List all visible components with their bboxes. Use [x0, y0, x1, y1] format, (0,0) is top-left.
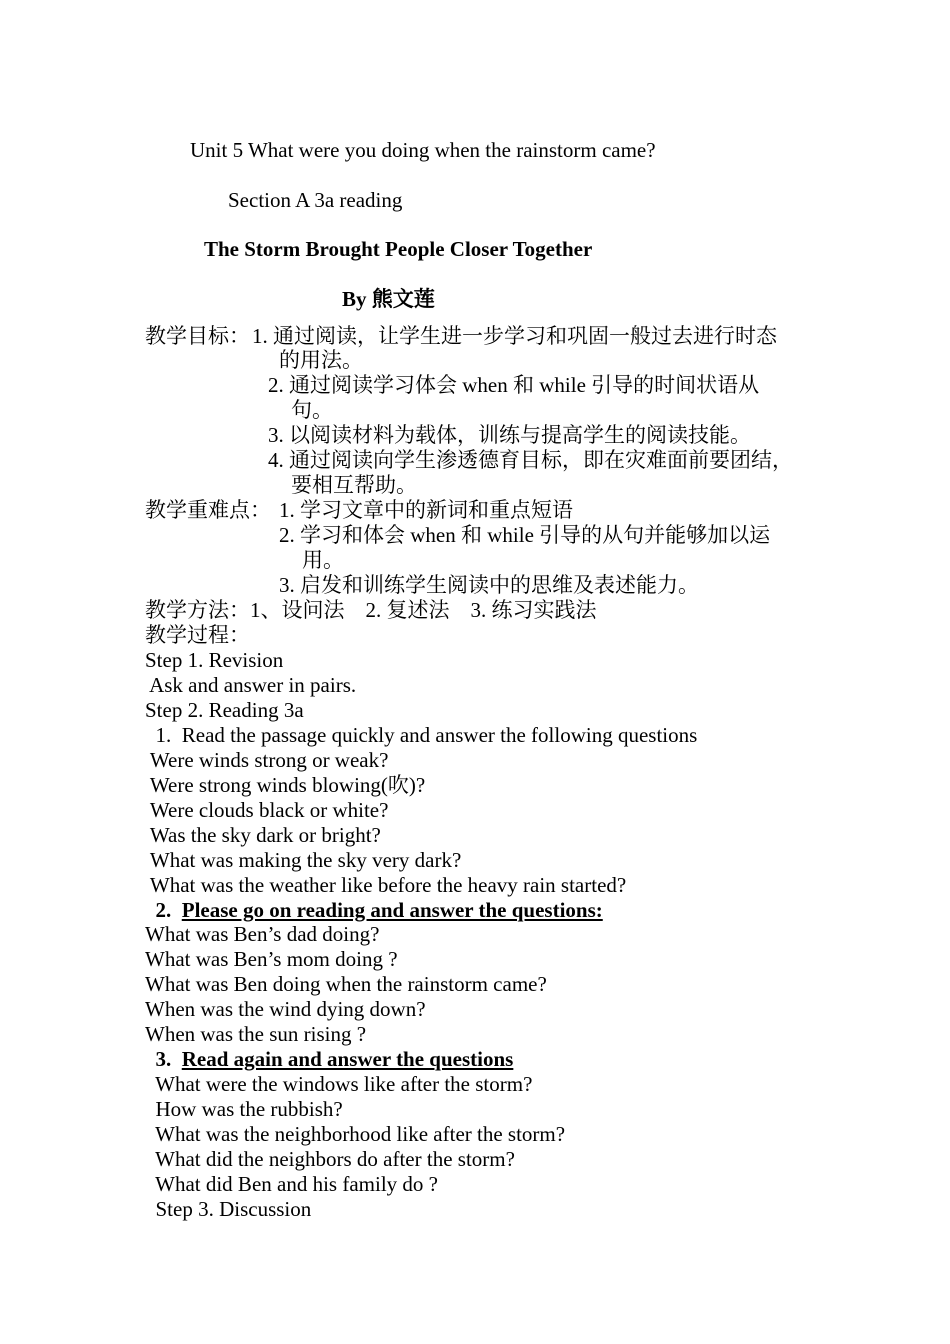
question-item: What did the neighbors do after the storm?: [145, 1147, 515, 1171]
step2-title: Step 2. Reading 3a: [145, 698, 304, 722]
question-item: What was making the sky very dark?: [145, 848, 462, 872]
task3-heading: [145, 1047, 513, 1072]
step3-title: Step 3. Discussion: [145, 1197, 312, 1221]
question-item: What was Ben doing when the rainstorm came?: [145, 972, 547, 996]
process-label: 教学过程：: [145, 623, 250, 647]
key-points-label: 教学重难点：: [145, 498, 271, 522]
objective-item: 1. 通过阅读，让学生进一步学习和巩固一般过去进行时态: [252, 324, 777, 348]
objective-item: 句。: [291, 398, 333, 422]
question-item: What were the windows like after the storm?: [145, 1072, 533, 1096]
objective-item: 2. 通过阅读学习体会 when 和 while 引导的时间状语从: [268, 373, 760, 397]
key-point-item: 3. 启发和训练学生阅读中的思维及表述能力。: [279, 573, 699, 597]
question-item: What was Ben’s dad doing?: [145, 922, 380, 946]
objectives-label: 教学目标：: [145, 324, 250, 348]
objective-item: 要相互帮助。: [291, 473, 417, 497]
key-point-item: 1. 学习文章中的新词和重点短语: [279, 498, 573, 522]
question-item: What was the weather like before the heavy rain started?: [145, 873, 627, 897]
task3-number: 3.: [145, 1047, 182, 1071]
objective-item: 的用法。: [279, 348, 363, 372]
task2-number: 2.: [145, 898, 182, 922]
question-item: Were winds strong or weak?: [145, 748, 389, 772]
step1-text: Ask and answer in pairs.: [145, 673, 357, 697]
question-item: Were clouds black or white?: [145, 798, 389, 822]
question-item: Were strong winds blowing(吹)?: [145, 773, 426, 797]
step1-title: Step 1. Revision: [145, 648, 284, 672]
objective-item: 4. 通过阅读向学生渗透德育目标，即在灾难面前要团结，: [268, 448, 793, 472]
question-item: What did Ben and his family do ?: [145, 1172, 438, 1196]
question-item: What was the neighborhood like after the storm?: [145, 1122, 566, 1146]
question-item: Was the sky dark or bright?: [145, 823, 381, 847]
author-line: By 熊文莲: [342, 287, 435, 311]
section-subtitle: Section A 3a reading: [228, 188, 403, 212]
objective-item: 3. 以阅读材料为载体，训练与提高学生的阅读技能。: [268, 423, 751, 447]
question-item: When was the wind dying down?: [145, 997, 426, 1021]
task2-heading: [145, 898, 603, 923]
unit-title: Unit 5 What were you doing when the rainstorm came?: [190, 138, 656, 162]
teaching-methods: 教学方法：1、设问法 2. 复述法 3. 练习实践法: [145, 598, 597, 622]
lesson-title: The Storm Brought People Closer Together: [204, 237, 593, 261]
question-item: When was the sun rising ?: [145, 1022, 367, 1046]
question-item: How was the rubbish?: [145, 1097, 343, 1121]
key-point-item: 2. 学习和体会 when 和 while 引导的从句并能够加以运: [279, 523, 771, 547]
task1-instruction: 1. Read the passage quickly and answer the following questions: [145, 723, 698, 747]
task3-title: Read again and answer the questions: [181, 1047, 514, 1071]
key-point-item: 用。: [302, 548, 344, 572]
question-item: What was Ben’s mom doing ?: [145, 947, 398, 971]
task2-title: Please go on reading and answer the questions:: [181, 898, 603, 922]
